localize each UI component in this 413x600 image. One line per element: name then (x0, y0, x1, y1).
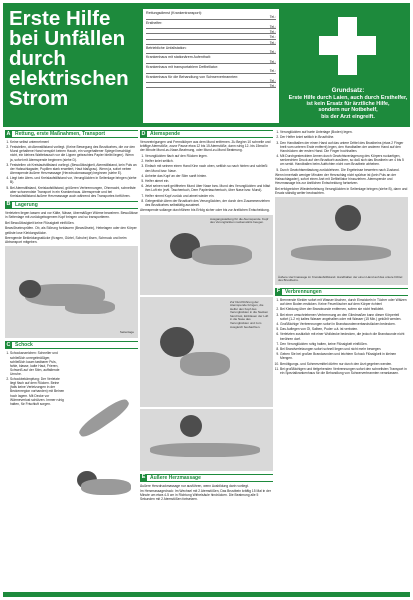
list-item: 4. Anhebe das Kopf an der Stirn sanft hinten. (145, 174, 273, 178)
section-f-heading: F Verbrennungen (275, 288, 408, 296)
list-item: 2. Der Helfer kniet seitlich in Brusthöhe. (280, 135, 408, 139)
list-item: 3. Einfach mit seinem einen Hand Kinn nach oben, seitlich so nach hinten und schließt den Mund bzw. Nase. (145, 164, 273, 172)
form-row (146, 65, 276, 74)
section-e-text (140, 484, 273, 502)
title-line: Erste Hilfe (9, 7, 111, 30)
section-e-heading: E Äußere Herzmassage (140, 474, 273, 482)
title-line: Strom (9, 87, 69, 110)
section-f-text (275, 298, 408, 375)
form-input-line[interactable] (146, 60, 276, 64)
list-item: 4. Liegt kein Atem- und Kreislaufstillstand vor, Verunglückten in Seitenlage bringen (siehe B). (10, 176, 138, 184)
section-c-heading: C Schock (5, 341, 138, 349)
section-a-text (5, 140, 138, 198)
list-item: 4. Großflächige Verbrennungen sofort in Brandwundenverbandstücken bedecken. (280, 322, 408, 326)
form-input-line[interactable] (146, 35, 276, 39)
chest-compression-photo (140, 409, 273, 471)
paragraph: Verletzten liegen lassen und vor Kälte, Nässe, übermäßiger Wärme bewahren. Bewußtlose in Seitenlage mit zurückgebogenem Kopf bringen und so transportieren. (5, 210, 138, 220)
tel-label: Tel.: (269, 35, 276, 40)
list-item: 1. Verunglückten flach auf den Rücken legen. (145, 154, 273, 158)
form-label: Krankenhaus mit transportablem Defibrillator: (146, 64, 219, 69)
paragraph: Bei Bewußtlosigkeit keine Flüssigkeit einflößen. (5, 220, 75, 225)
contact-form (143, 9, 279, 123)
tel-label: Tel.: (269, 78, 276, 83)
title-line: elektrischen (9, 67, 129, 90)
form-row (146, 11, 276, 20)
form-label: Krankenhaus für die Behandlung von Schwerverbrannten: (146, 74, 239, 79)
form-row (146, 21, 276, 45)
shock-block (5, 351, 138, 531)
principle-heading: Grundsatz: (331, 87, 365, 94)
list-item: 2. Schockbekämpfung: Der Verletzte liegt flach auf dem Rücken. Beine (falls keine Verletzungen in der Beckenregion vorhanden) mit Beinen hoch lagern. Mit Decke vor Wärmeverlust schützen. Immer ruhig halten, für Frischluft sorgen. (10, 377, 65, 406)
first-aid-cross-icon (288, 11, 408, 83)
principle-text: Erste Hilfe durch Laien, auch durch Ersthelfer, ist kein Ersatz für ärztliche Hilfe, sondern nur Notbehelf, bis der Arzt eingreift. (288, 95, 408, 120)
tel-label: Tel.: (269, 50, 276, 55)
section-a-heading: A Rettung, erste Maßnahmen, Transport (5, 130, 138, 138)
form-input-line[interactable] (146, 69, 276, 73)
paragraph: Bewußtseinsprüfen. Ob, als Störung fortdauern (Bewußtsein), Hebelagen oder den Körper gelöste lose Kleidungstücke. (5, 226, 137, 235)
list-item: 10. Benötigungs- und Schmerzmittel dürfen nur durch den Arzt gegeben werden. (280, 362, 408, 366)
paragraph: Im Herzmassagedruck: Im Wechsel mit 2 Atemstößen, Das Brustbein kräftig 15 Mal in der Minute um etwa 4-5 cm in Richtung Wirbelsäule hindrücken. Die Beatmung alle 5 Sekunden mit 2 Atemstößen fortsetzen. (140, 489, 271, 502)
list-item: 8. Bei Brandverletzungen sofort schnell liegen und nicht mehr bewegen. (280, 347, 408, 351)
column-right (275, 130, 408, 376)
list-item: 9. Geben Sie bei großen Brandwunden und leichtem Schock Flüssigkeit in kleinen Mengen. (280, 352, 408, 360)
form-input-line[interactable] (146, 25, 276, 29)
list-item: 5. Bei Atemstillstand, Kreislaufstillstand, größeren Verbrennungen, Ohnmacht, schnellste aber schonendste Transport in ein Krankenhaus. Atemspende und bei Kreislaufstillstand äußere Herzmassage auch während des Transportes fortführen. (10, 186, 138, 198)
tel-label: Tel.: (269, 84, 276, 89)
rescue-breathing-photo-1: Ausgangsstellung für die Atemspende. Kopf des Verunglückten nackenwärts beugen. (140, 215, 273, 295)
title-line: durch (9, 47, 66, 70)
section-d-text: Verunreinigungen und Fremdkörper aus dem Mund entfernen. Zu Beginn 10 schnelle und kräftige Atemstöße, zuvor Pause etwa 12 bis 15 Atemstöße, dann ruhig 12- bis 15mal in der Minute Mund-zu-Nase-Beatmung, oder Mund-zu-Mund Beatmung. 1. Verunglückten flach auf den Rücken legen. 2. Helfer kniet seitlich. 3. Einfach mit seinem einen Hand Kinn nach oben, seitlich so nach hinten und schließt den Mund bzw. Nase. 4. Anhebe das Kopf an der Stirn sanft hinten. 5. Helfer atmet ein. 6. Jetzt seinen weit geöffneten Mund über Nase bzw. Mund des Verunglückten und bläst ihm Luft ein (evtl. Taschentuch, Dem Papiertaschentuch, über Nase bzw. Mund). 7. Helfer nimmt Kopf zurück und atmet wieder ein. 8. Gelegentlich Atem der Brustkorb des Verunglückten, der durch den Zusammenziehen des Brustkorbes selbsttätig ausatmet. Atemspende sollange durchführen bis Erfolg sicher oder bis zur ärztlichen Entscheidung. (140, 140, 273, 213)
list-item: 2. Helfer kniet seitlich. (145, 159, 273, 163)
form-input-line[interactable] (146, 79, 276, 83)
list-item: 6. Jetzt seinen weit geöffneten Mund über Nase bzw. Mund des Verunglückten und bläst ihm Luft ein (evtl. Taschentuch, Dem Papiertaschentuch, über Nase bzw. Mund). (145, 184, 273, 192)
principle-box (287, 87, 409, 120)
form-label: Betriebliche Unfallstation: (146, 45, 187, 50)
poster-title (9, 9, 139, 109)
list-item: 4. Mit Durchgestrecktem Armen durch Gewichtsverlagerung des Körpers ruckartigen, senkrechten Druck auf den Brustkorb ausüben, so daß sich das Brustbein um 4 bis 5 cm senkt. Handballen beim Aufrichten nicht vom Brustbein abheben. (280, 154, 408, 166)
list-item: 1. Verunglückten auf harte Unterlage (Boden) legen. (280, 130, 408, 134)
list-item: 7. Helfer nimmt Kopf zurück und atmet wieder ein. (145, 194, 273, 198)
tel-label: Tel.: (269, 59, 276, 64)
tel-label: Tel.: (269, 30, 276, 35)
form-input-line[interactable] (146, 50, 276, 54)
form-row (146, 55, 276, 64)
section-c-text (5, 351, 65, 405)
footer-band (3, 592, 410, 597)
list-item: 5. Das Auflegen von Öl, Salben, Puder u.ä. ist verboten. (280, 327, 408, 331)
list-item: 1. Keine selbst unternehmen! (10, 140, 138, 144)
section-d-heading: D Atemspende (140, 130, 273, 138)
compression-steps-text (275, 130, 408, 195)
list-item: 11. Bei großflächigen und tiefgehenden Verbrennungen sofort den schnellsten Transport in ein Spezialkrankenhaus für die Behandlung von Schwerverbrannten veranlassen. (280, 367, 408, 375)
column-left (5, 130, 138, 531)
rescue-breathing-photo-2: Zur Durchführung der Atemspende bringen, die Helfer den Kopf des Verunglückten in die Nacken hand fest, Einblasen der Luft in die Nase des Verunglückten und zum Ausgleich beobachten. (140, 297, 273, 407)
list-item: 8. Gelegentlich Atem der Brustkorb des Verunglückten, der durch den Zusammenziehen des Brustkorbes selbsttätig ausatmet. (145, 199, 273, 207)
form-input-line[interactable] (146, 84, 276, 88)
column-middle (140, 130, 273, 503)
form-input-line[interactable] (146, 41, 276, 45)
shock-position-photo (67, 351, 138, 529)
list-item: 7. Den Verunglückten ruhig halten, keine Flüssigkeit einflößen. (280, 342, 408, 346)
list-item: 5. Durch Gewichtsentlastung zurücklehnen. Die Ergebnisse bewerten nach Zustand. (280, 168, 408, 172)
section-b-heading: B Lagerung (5, 201, 138, 209)
paragraph: Wenn innerhalb weniger Minuten der Herzschlag nicht spürbar ist (kein Puls an der Halsschlagader), sofort einen Arzt mit Defibrillator hinzuziehen. Atemspende und Herzmassage bis zur ärztlichen Entscheidung fortsetzen. (275, 172, 397, 185)
form-input-line[interactable] (146, 30, 276, 34)
title-line: bei Unfällen (9, 27, 126, 50)
heart-massage-photo: Äußere Herzmassage im Kreislaufstillstand. Handballen der einen Hand auf das untere Drittel des Brustbeins. (275, 197, 408, 285)
tel-label: Tel.: (269, 40, 276, 45)
list-item: 1. Schockanzeichen: Schneller und schließlich unregelmäßiger, schließlich kaum tastbarer Puls, fahle, blasse, kalte Haut, Frieren, Schweiß auf der Stirn, auffallende Unruhe. (10, 351, 65, 376)
section-b-text (5, 211, 138, 244)
tel-label: Tel.: (269, 25, 276, 29)
list-item: 2. Feststellen, ob Atemstillstand vorliegt. (Keine Bewegung des Brustkorbes, die vor den Mund gehaltene Hand verspürt keinen Hauch, ein vorgehaltener Spiegel beschlägt nicht, ein kleines Wattebausch vor die Lippen gebrachtes Papier bleibt liegen). Wenn ja, sofort mit Atemspende beginnen (siehe D). (10, 145, 138, 161)
list-item: 3. Feststellen ob Kreislaufstillstand vorliegt. (Bewußtlosigkeit, Atemstillstand, kein Puls an der Halsschlagader, Pupillen stark erweitert, Haut blaßgrau). Wenn ja, sofort neben Atemspende äußere Herzmassage (Herzdruckmassage) beginnen (siehe E). (10, 163, 138, 175)
list-item: 1. Brennende Kleider sofort mit Wasser löschen, durch Einwickeln in Tücher oder Wälzen auf dem Boden ersticken. Keine Feuerlöscher auf dem Körper richten! (280, 298, 408, 306)
paragraph: Beengende Bekleidungsstücke (Kragen, Gürtel, Schuhe) lösen, Schmuck und beim Abtransport mitgeben. (5, 236, 127, 245)
list-item: 3. Bei einer umschriebenen Verbrennung an den Gliedmaßen kann dieser Körperteil sofort (1-2 m) kaltes Wasser angehalten oder mit Wasser (15 Min.) gekühlt werden. (280, 313, 408, 321)
list-item: 3. Den Handballen der einen Hand auf das untere Drittel des Brustbeins (etwa 2 Finger breit vom unteren Ende entfernt) legen, den Handballen der anderen Hand auf den Handrücken der ersten Hand. Die Finger hochhalten. (280, 141, 408, 153)
form-input-line[interactable] (146, 15, 276, 19)
form-row (146, 75, 276, 89)
form-label: Ersthelfer: (146, 20, 163, 25)
paragraph: Äußere Herzdruckmassage nur ausführen, wenn Ausbildung darin vorliegt. (140, 483, 249, 488)
recovery-position-photo: Seitenlage (5, 246, 138, 338)
tel-label: Tel.: (269, 15, 276, 20)
list-item: 2. Bei Kleidung über der Brandwunde entfernen, sofern sie nicht festklebt. (280, 307, 408, 311)
list-item: 6. Verletzten zusätzlich mit einer Wolldecke bedecken, die jedoch die Brandwunde nicht berühren darf. (280, 332, 408, 340)
paragraph: Bei erfolgreicher Wiederbelebung Verunglückten in Seitenlage bringen (siehe B), dann und Ersatz ständig weiter beobachten. (275, 186, 408, 195)
form-label: Rettungsdienst (Krankentransport): (146, 11, 202, 15)
list-item: 5. Helfer atmet ein. (145, 179, 273, 183)
form-label: Krankenhaus mit stationärem Aufenthalt: (146, 55, 211, 60)
tel-label: Tel.: (269, 69, 276, 74)
header-band (3, 3, 410, 127)
form-row (146, 46, 276, 55)
